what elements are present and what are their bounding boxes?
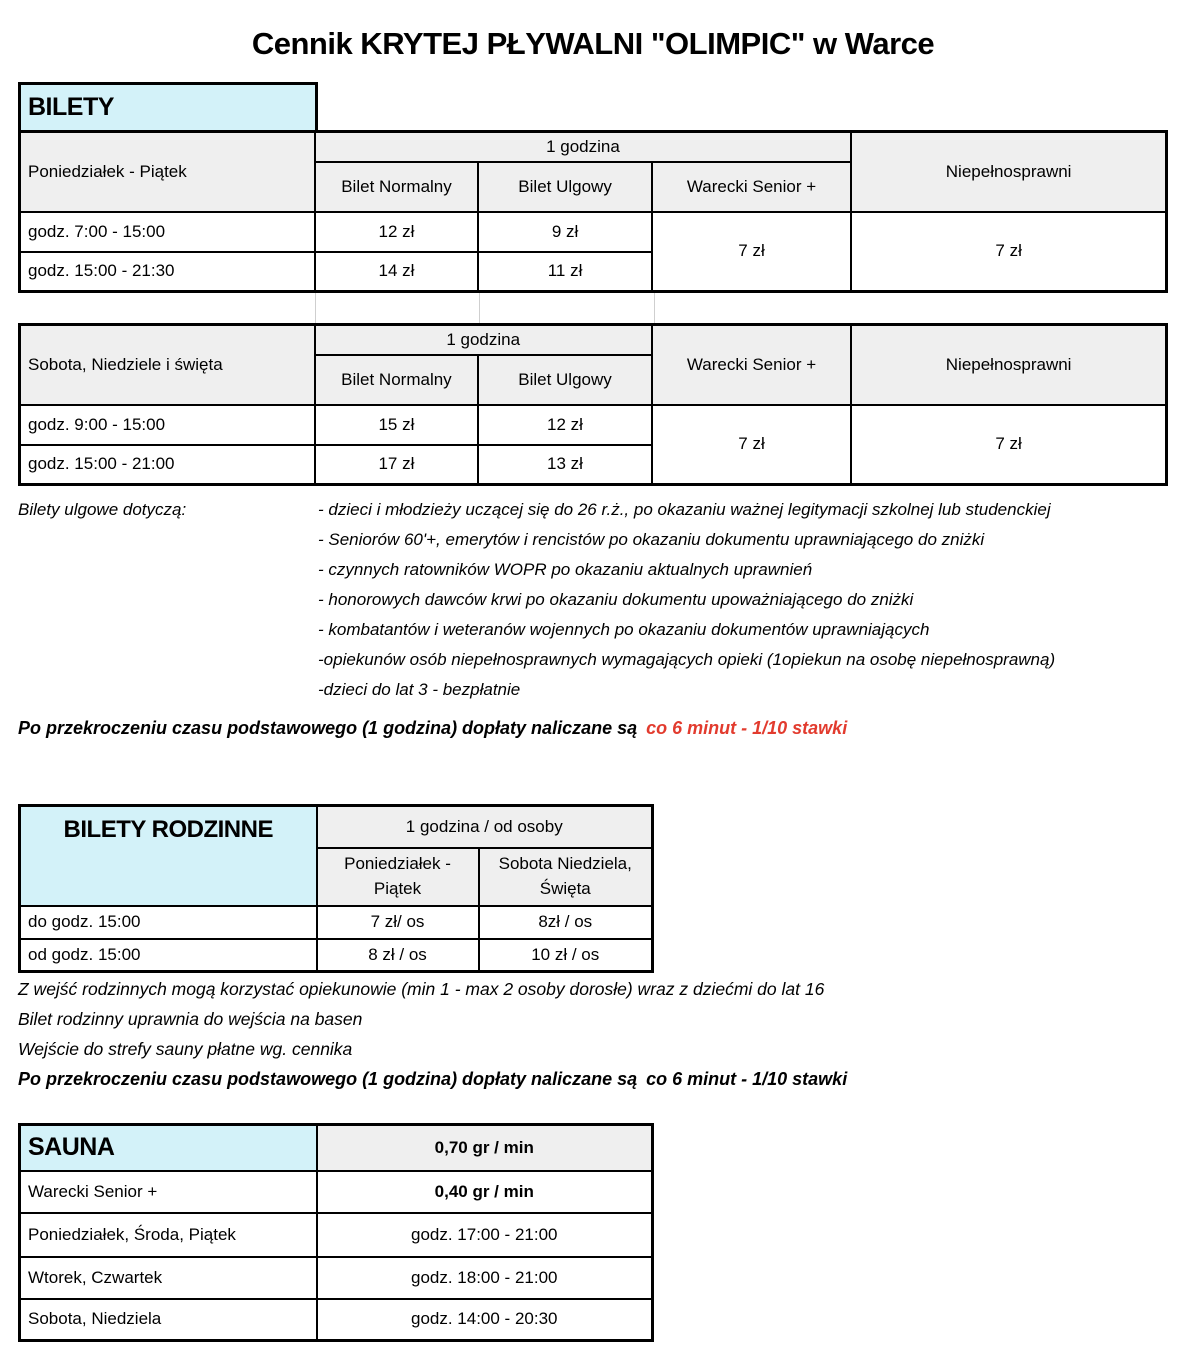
sauna-schedule-row	[20, 1213, 653, 1257]
family-weekday-header-cell: Poniedziałek - Piątek	[317, 848, 479, 906]
note-item: - Seniorów 60'+, emerytów i rencistów po okazaniu dokumentu uprawniającego do zniżki	[318, 530, 985, 549]
weekday-row-morning	[20, 212, 1167, 252]
price-disabled-cell: 7 zł	[851, 212, 1166, 292]
hours-cell: godz. 17:00 - 21:00	[317, 1213, 653, 1257]
tickets-section-label: BILETY	[28, 93, 114, 121]
weekend-senior-header-cell: Warecki Senior +	[652, 325, 851, 405]
weekday-header-row-1	[20, 132, 1167, 162]
sauna-senior-row	[20, 1171, 653, 1213]
family-row-after-15	[20, 939, 653, 972]
weekday-day-label-cell: Poniedziałek - Piątek	[20, 132, 315, 212]
gridline	[479, 293, 480, 323]
price-normal-cell: 17 zł	[315, 445, 479, 485]
price-weekday-cell: 7 zł/ os	[317, 906, 479, 939]
hours-cell: godz. 18:00 - 21:00	[317, 1257, 653, 1299]
price-reduced-cell: 13 zł	[478, 445, 652, 485]
weekday-senior-header-cell: Warecki Senior +	[652, 162, 851, 212]
time-cell: godz. 9:00 - 15:00	[20, 405, 315, 445]
weekend-row-morning	[20, 405, 1167, 445]
price-weekend-cell: 8zł / os	[479, 906, 653, 939]
note-item: -dzieci do lat 3 - bezpłatnie	[318, 680, 521, 699]
tickets-weekend-table	[18, 323, 1168, 486]
family-notes	[18, 979, 1168, 1069]
price-reduced-cell: 11 zł	[478, 252, 652, 292]
price-senior-cell: 7 zł	[652, 212, 851, 292]
surcharge-note	[18, 718, 1168, 748]
family-surcharge-note	[18, 1069, 1168, 1099]
weekend-reduced-header-cell: Bilet Ulgowy	[478, 355, 652, 405]
time-cell: do godz. 15:00	[20, 906, 317, 939]
note-item: Wejście do strefy sauny płatne wg. cennika	[18, 1039, 353, 1059]
note-item: -opiekunów osób niepełnosprawnych wymagających opieki (1opiekun na osobę niepełnosprawną)	[318, 650, 1056, 669]
price-senior-cell: 7 zł	[652, 405, 851, 485]
reduced-notes-list	[318, 500, 1055, 710]
time-cell: godz. 7:00 - 15:00	[20, 212, 315, 252]
family-header-row-1	[20, 806, 653, 848]
family-row-before-15	[20, 906, 653, 939]
reduced-notes-label: Bilety ulgowe dotyczą:	[18, 500, 187, 519]
tickets-weekday-table	[18, 130, 1168, 293]
family-section-cell: BILETY RODZINNE	[20, 806, 317, 906]
weekday-disabled-header-cell: Niepełnosprawni	[851, 132, 1166, 212]
family-tickets-table	[18, 804, 654, 973]
page-title: Cennik KRYTEJ PŁYWALNI "OLIMPIC" w Warce	[251, 26, 935, 61]
weekday-reduced-header-cell: Bilet Ulgowy	[478, 162, 652, 212]
note-item: - honorowych dawców krwi po okazaniu dokumentu upoważniającego do zniżki	[318, 590, 914, 609]
gridline	[315, 293, 316, 323]
note-item: - kombatantów i weteranów wojennych po okazaniu dokumentów uprawniających	[318, 620, 930, 639]
hours-cell: godz. 14:00 - 20:30	[317, 1299, 653, 1341]
sauna-section-cell: SAUNA	[20, 1125, 317, 1171]
price-disabled-cell: 7 zł	[851, 405, 1166, 485]
sauna-schedule-row	[20, 1257, 653, 1299]
days-cell: Poniedziałek, Środa, Piątek	[20, 1213, 317, 1257]
note-item: - dzieci i młodzieży uczącej się do 26 r.ż., po okazaniu ważnej legitymacji szkolnej lub studenckiej	[318, 500, 1051, 519]
sauna-base-rate-cell: 0,70 gr / min	[317, 1125, 653, 1171]
sauna-senior-label-cell: Warecki Senior +	[20, 1171, 317, 1213]
family-weekend-header-cell: Sobota Niedziela, Święta	[479, 848, 653, 906]
price-reduced-cell: 12 zł	[478, 405, 652, 445]
price-normal-cell: 12 zł	[315, 212, 479, 252]
weekday-duration-cell: 1 godzina	[315, 132, 852, 162]
grid-gap	[18, 293, 1168, 323]
weekday-normal-header-cell: Bilet Normalny	[315, 162, 479, 212]
time-cell: godz. 15:00 - 21:00	[20, 445, 315, 485]
surcharge-highlight: co 6 minut - 1/10 stawki	[646, 1069, 848, 1089]
sauna-table	[18, 1123, 654, 1342]
time-cell: godz. 15:00 - 21:30	[20, 252, 315, 292]
sauna-header-row	[20, 1125, 653, 1171]
weekend-day-label-cell: Sobota, Niedziele i święta	[20, 325, 315, 405]
weekend-normal-header-cell: Bilet Normalny	[315, 355, 479, 405]
family-duration-cell: 1 godzina / od osoby	[317, 806, 653, 848]
price-weekday-cell: 8 zł / os	[317, 939, 479, 972]
sauna-senior-rate-cell: 0,40 gr / min	[317, 1171, 653, 1213]
weekend-duration-cell: 1 godzina	[315, 325, 652, 355]
price-reduced-cell: 9 zł	[478, 212, 652, 252]
note-item: - czynnych ratowników WOPR po okazaniu aktualnych uprawnień	[318, 560, 813, 579]
time-cell: od godz. 15:00	[20, 939, 317, 972]
days-cell: Sobota, Niedziela	[20, 1299, 317, 1341]
reduced-tickets-notes	[18, 500, 1168, 710]
weekend-header-row-1	[20, 325, 1167, 355]
weekend-disabled-header-cell: Niepełnosprawni	[851, 325, 1166, 405]
surcharge-prefix: Po przekroczeniu czasu podstawowego (1 godzina) dopłaty naliczane są	[18, 718, 638, 738]
surcharge-highlight: co 6 minut - 1/10 stawki	[646, 718, 848, 738]
price-weekend-cell: 10 zł / os	[479, 939, 653, 972]
sauna-schedule-row	[20, 1299, 653, 1341]
tickets-section-header	[18, 82, 318, 133]
note-item: Z wejść rodzinnych mogą korzystać opiekunowie (min 1 - max 2 osoby dorosłe) wraz z dziećmi do lat 16	[18, 979, 825, 999]
days-cell: Wtorek, Czwartek	[20, 1257, 317, 1299]
gridline	[654, 293, 655, 323]
price-normal-cell: 14 zł	[315, 252, 479, 292]
note-item: Bilet rodzinny uprawnia do wejścia na basen	[18, 1009, 363, 1029]
surcharge-prefix: Po przekroczeniu czasu podstawowego (1 godzina) dopłaty naliczane są	[18, 1069, 638, 1089]
price-normal-cell: 15 zł	[315, 405, 479, 445]
